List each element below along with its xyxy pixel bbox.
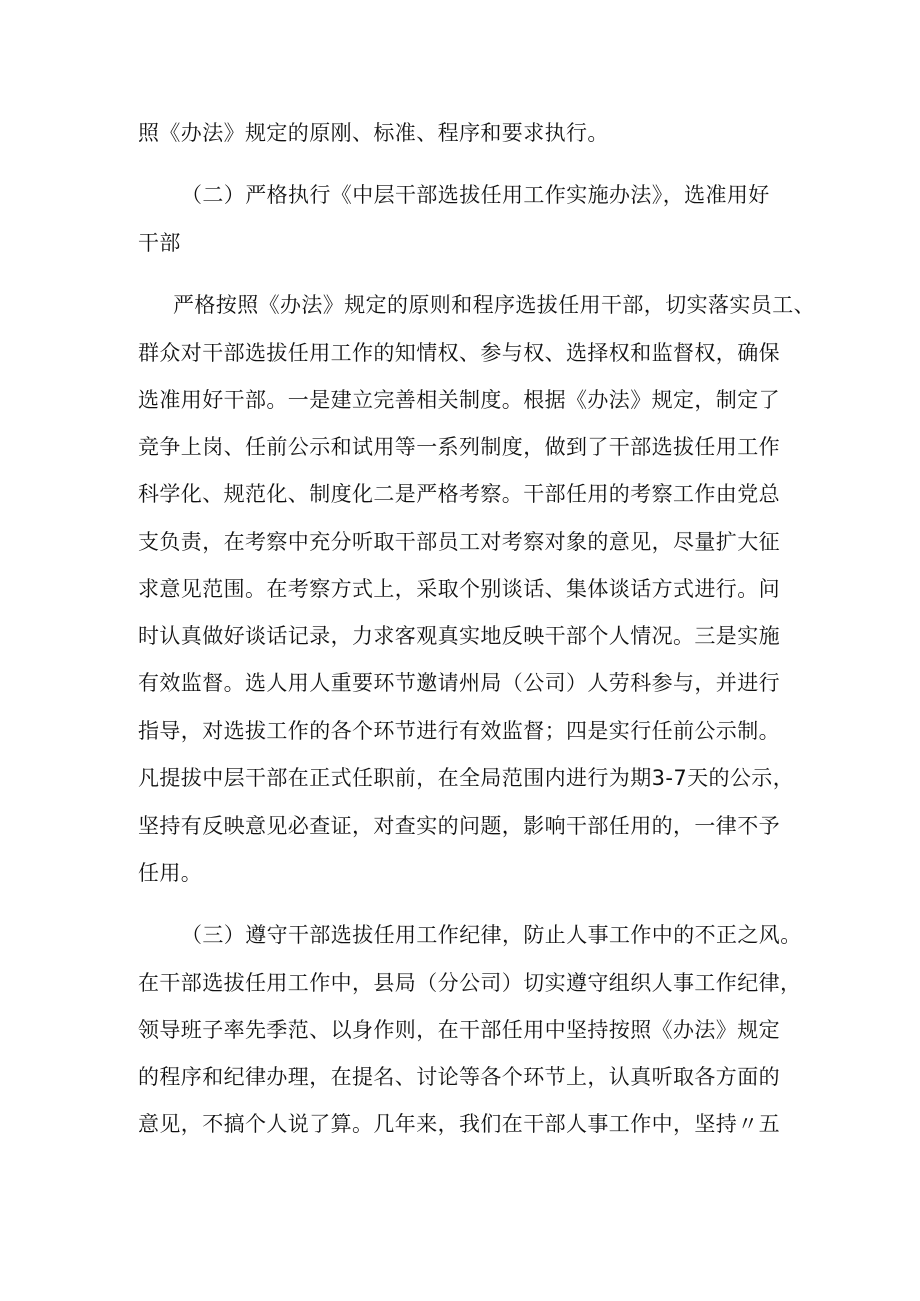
text-line-19: 领导班子率先季范、以身作则，在干部任用中坚持按照《办法》规定 xyxy=(138,1018,780,1042)
text-line-5: 群众对干部选拔任用工作的知情权、参与权、选择权和监督权，确保 xyxy=(138,341,780,365)
text-line-14: 凡提拔中层干部在正式任职前，在全局范围内进行为期3-7天的公示， xyxy=(138,766,795,790)
text-line-7: 竞争上岗、任前公示和试用等一系列制度，做到了干部选拔任用工作 xyxy=(138,435,780,459)
text-line-10: 求意见范围。在考察方式上，采取个别谈话、集体谈话方式进行。问 xyxy=(138,577,780,601)
text-line-6: 选准用好干部。一是建立完善相关制度。根据《办法》规定，制定了 xyxy=(138,388,780,412)
section-heading-2: （二）严格执行《中层干部选拔任用工作实施办法》，选准用好 xyxy=(181,183,770,207)
text-line-4: 严格按照《办法》规定的原则和程序选拔任用干部，切实落实员工、 xyxy=(173,293,815,317)
text-line-16: 任用。 xyxy=(138,861,203,885)
text-line-20: 的程序和纪律办理，在提名、讨论等各个环节上，认真听取各方面的 xyxy=(138,1065,780,1089)
text-line-12: 有效监督。选人用人重要环节邀请州局（公司）人劳科参与，并进行 xyxy=(138,671,780,695)
text-line-8: 科学化、规范化、制度化二是严格考察。干部任用的考察工作由党总 xyxy=(138,482,780,506)
section-heading-2-cont: 干部 xyxy=(138,231,181,255)
text-line-9: 支负责，在考察中充分听取干部员工对考察对象的意见，尽量扩大征 xyxy=(138,530,780,554)
text-line-18: 在干部选拔任用工作中，县局（分公司）切实遵守组织人事工作纪律， xyxy=(138,971,802,995)
text-line-21: 意见，不搞个人说了算。几年来，我们在干部人事工作中，坚持〃五 xyxy=(138,1112,780,1136)
text-line-11: 时认真做好谈话记录，力求客观真实地反映干部个人情况。三是实施 xyxy=(138,624,780,648)
text-line-13: 指导，对选拔工作的各个环节进行有效监督；四是实行任前公示制。 xyxy=(138,719,780,743)
section-heading-3: （三）遵守干部选拔任用工作纪律，防止人事工作中的不正之风。 xyxy=(181,923,802,947)
text-line-1: 照《办法》规定的原刚、标准、程序和要求执行。 xyxy=(138,121,609,145)
text-line-15: 坚持有反映意见必查证，对查实的问题，影响干部任用的，一律不予 xyxy=(138,814,780,838)
